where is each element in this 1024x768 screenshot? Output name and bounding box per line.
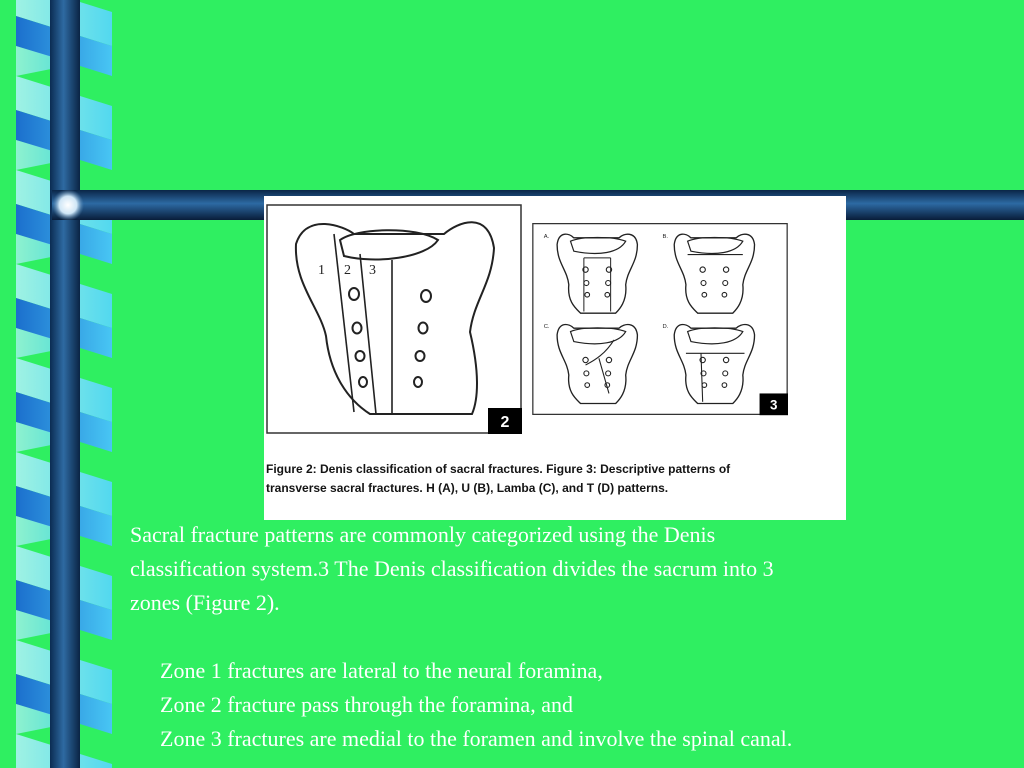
figure2-zone-3-label: 3 [369,263,376,278]
figure-caption [266,460,844,498]
decorative-ribbon [0,0,112,768]
intro-text-line: classification system.3 The Denis classification divides the sacrum into 3 [130,556,774,581]
figure2-zone-1-label: 1 [318,263,325,278]
figure3-transverse-patterns [532,204,788,434]
figure2-zone-2-label: 2 [344,263,351,278]
figure2-number: 2 [500,414,510,431]
figure3-number: 3 [770,397,778,413]
zone-2-description: Zone 2 fracture pass through the foramina, and [160,692,573,717]
intro-text-line: zones (Figure 2). [130,590,280,615]
figure2-denis-zones [266,204,522,434]
figure-caption-line: Figure 2: Denis classification of sacral fractures. Figure 3: Descriptive patterns of [266,462,731,476]
slide-body-text [130,518,1010,756]
intro-text-line: Sacral fracture patterns are commonly categorized using the Denis [130,522,716,547]
paragraph-spacer [130,620,1010,654]
figure3-panel-c-label: C. [543,324,550,331]
figure3-panel-a-label: A. [543,233,550,240]
zone-1-description: Zone 1 fractures are lateral to the neural foramina, [160,658,603,683]
figure3-panel-d-label: D. [662,324,669,331]
figure-image [264,196,846,520]
figure-caption-line: transverse sacral fractures. H (A), U (B), Lamba (C), and T (D) patterns. [266,481,669,495]
zone-3-description: Zone 3 fractures are medial to the foramen and involve the spinal canal. [160,726,793,751]
figure3-panel-b-label: B. [662,233,669,240]
